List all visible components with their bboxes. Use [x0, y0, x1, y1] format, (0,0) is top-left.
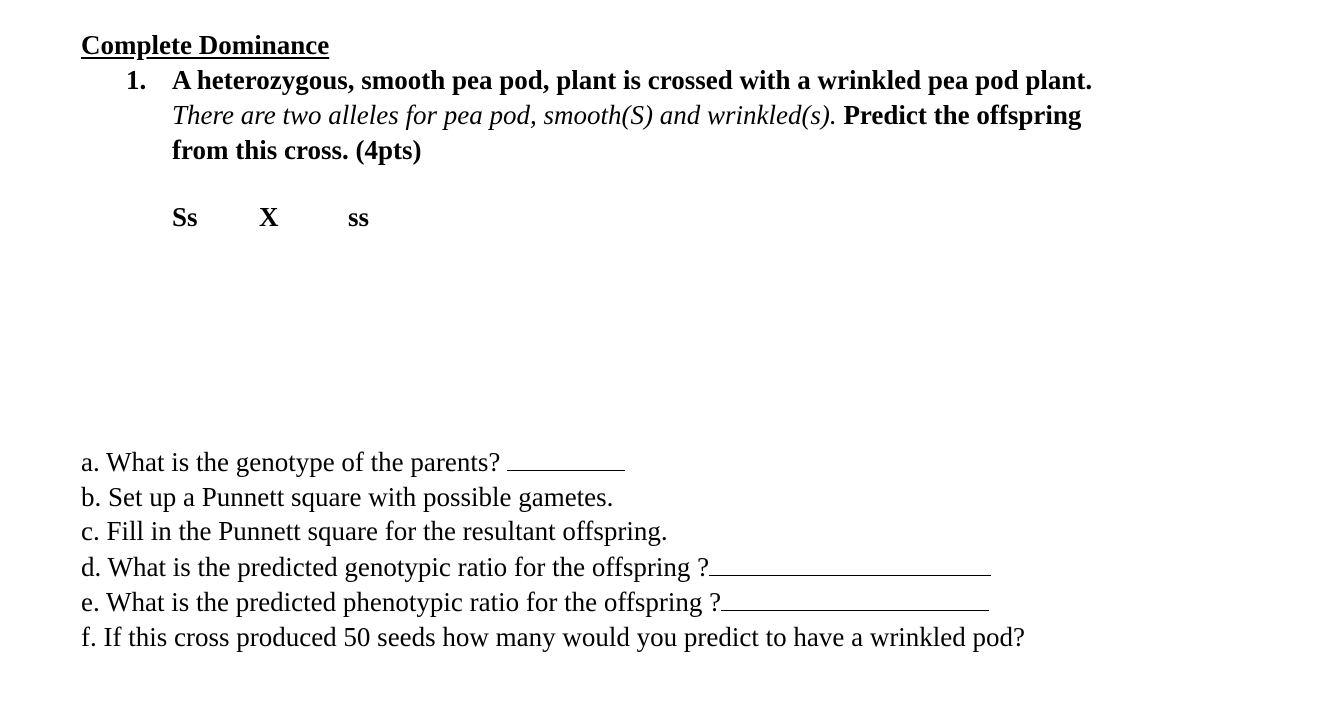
question-line-1: A heterozygous, smooth pea pod, plant is crossed with a wrinkled pea pod plant.: [172, 65, 1093, 95]
question-line-2: [172, 98, 1276, 133]
question-1: [126, 63, 1276, 168]
cross-operator: X: [259, 202, 279, 232]
part-e-answer-blank[interactable]: [721, 584, 989, 611]
predict-instruction: Predict the offspring: [843, 100, 1082, 130]
allele-description: There are two alleles for pea pod, smooth(S) and wrinkled(s).: [172, 100, 837, 130]
part-e: [81, 584, 1281, 620]
question-number: 1.: [126, 65, 147, 95]
part-f: f. If this cross produced 50 seeds how many would you predict to have a wrinkled pod?: [81, 621, 1026, 652]
section-title: Complete Dominance: [81, 30, 330, 60]
part-d-answer-blank[interactable]: [709, 549, 991, 576]
question-text: [172, 63, 1276, 168]
part-a-text: a. What is the genotype of the parents?: [81, 447, 501, 477]
part-d-text: d. What is the predicted genotypic ratio for the offspring ?: [81, 551, 710, 582]
part-e-text: e. What is the predicted phenotypic ratio for the offspring ?: [81, 587, 722, 617]
question-parts: [81, 444, 1281, 654]
cross-parent-1: Ss: [172, 202, 198, 232]
part-a: [81, 444, 1281, 480]
part-d: [81, 549, 1281, 585]
cross-parent-2: ss: [348, 202, 370, 232]
part-a-answer-blank[interactable]: [507, 444, 625, 471]
question-line-3: from this cross. (4pts): [172, 135, 422, 165]
part-b: b. Set up a Punnett square with possible gametes.: [81, 481, 614, 512]
part-c: c. Fill in the Punnett square for the resultant offspring.: [81, 516, 668, 546]
